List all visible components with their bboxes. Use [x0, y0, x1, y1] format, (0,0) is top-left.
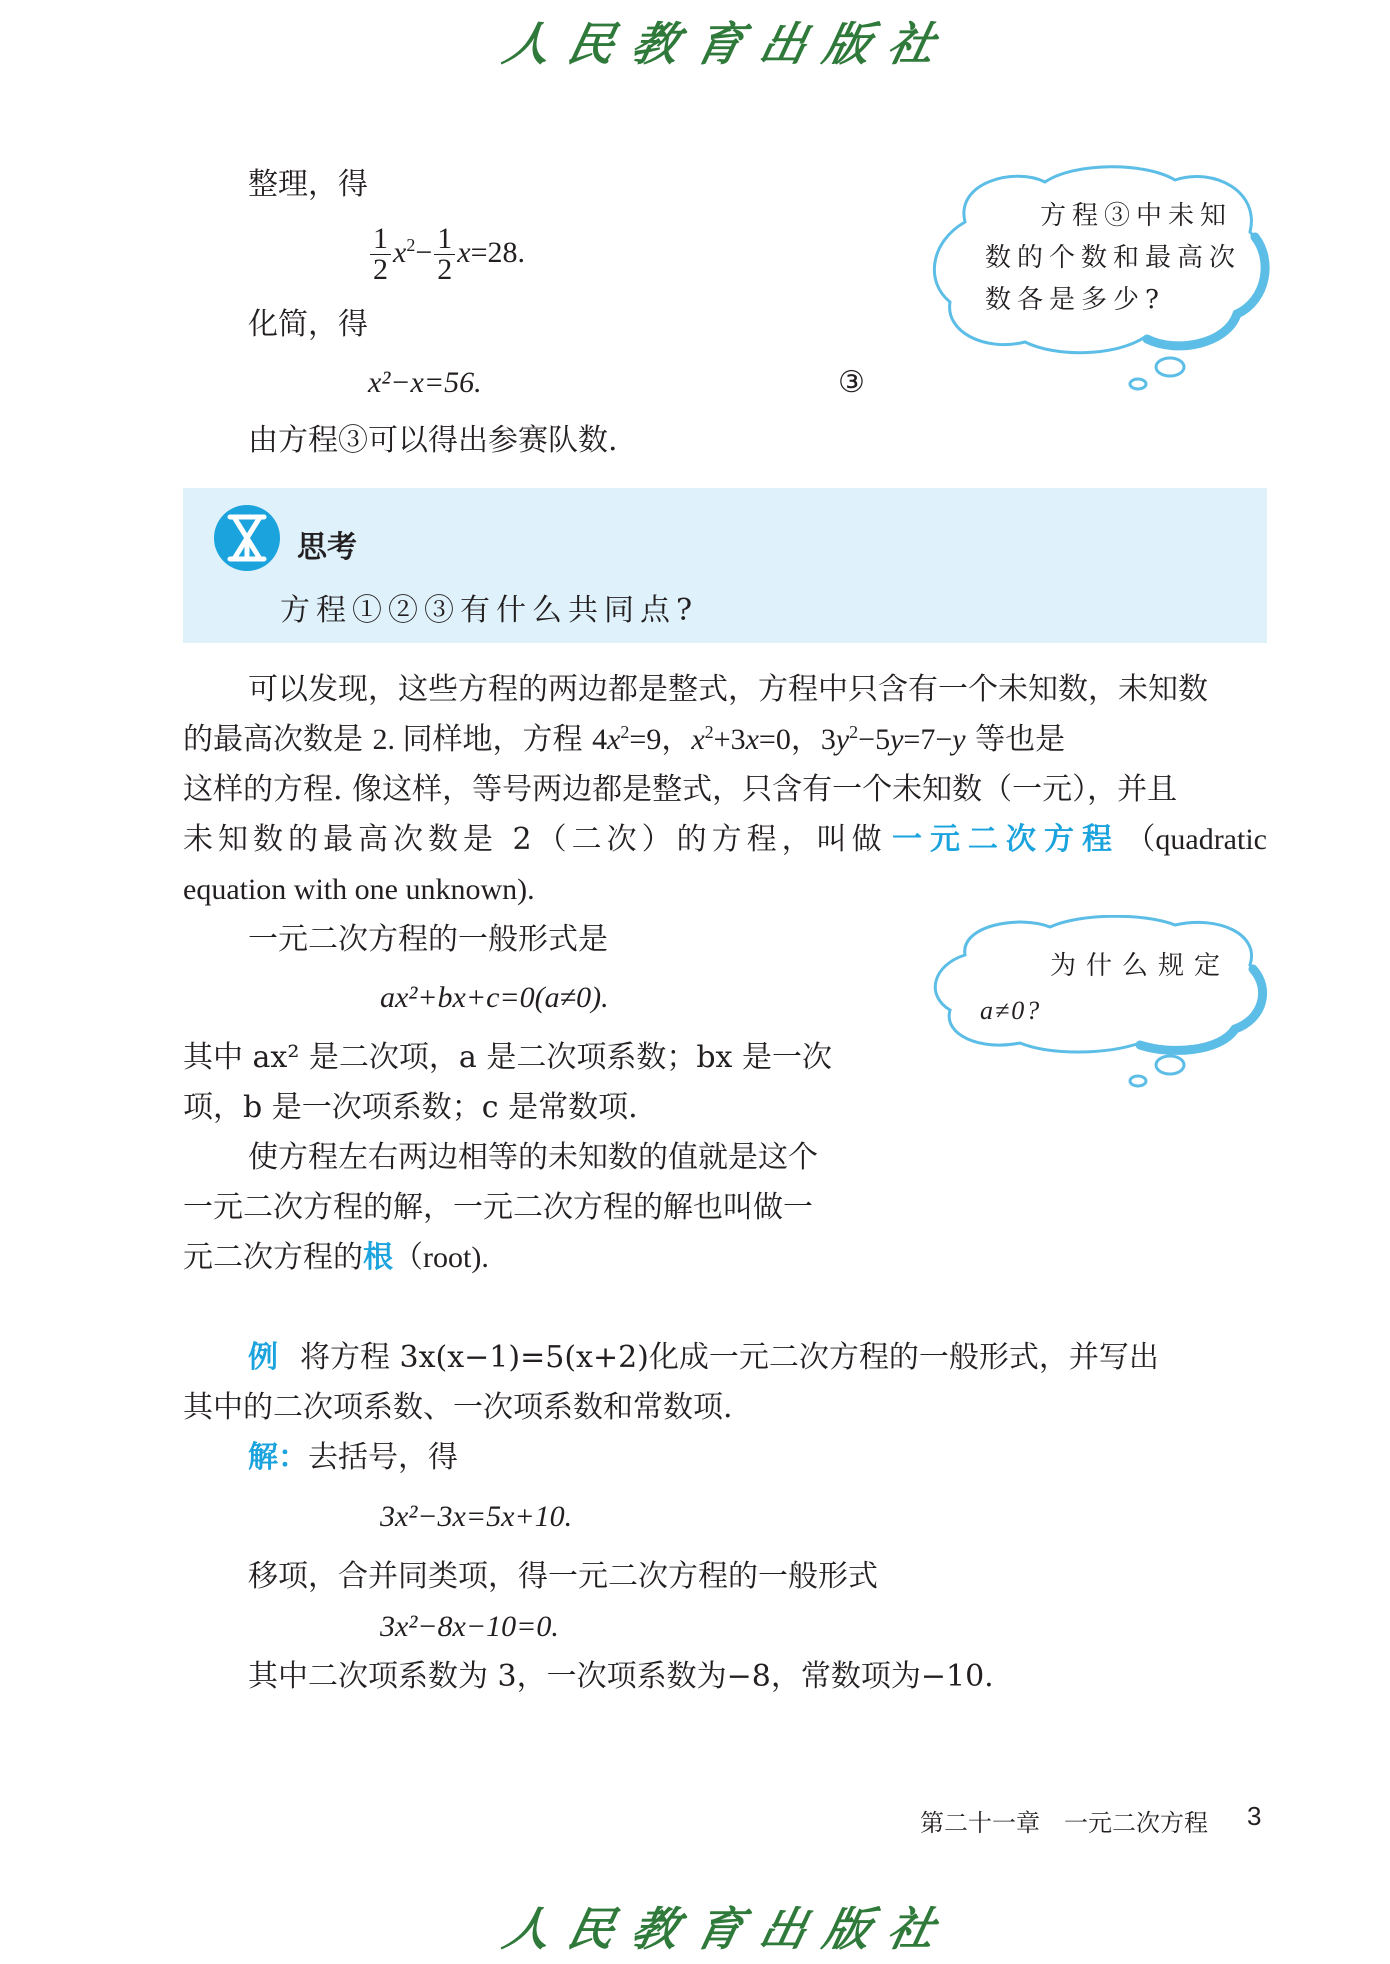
frac1-num: 1 — [370, 224, 391, 255]
solution-def-3-en: （root). — [393, 1241, 489, 1274]
definition-line4 — [183, 815, 1267, 865]
frac1-den: 2 — [373, 252, 388, 286]
cloud1-line1: 方程③中未知 — [1040, 201, 1233, 231]
example-line1 — [248, 1333, 1159, 1383]
general-form-intro: 一元二次方程的一般形式是 — [248, 922, 608, 957]
eq1-rhs: =28. — [470, 236, 525, 269]
example-solution-step1 — [248, 1433, 458, 1483]
solution-def-3 — [183, 1233, 489, 1283]
equation-3: x²−x=56. — [368, 366, 482, 399]
huajian-text: 化简，得 — [248, 307, 368, 342]
example-line2: 其中的二次项系数、一次项系数和常数项. — [183, 1390, 733, 1425]
hourglass-icon — [212, 503, 282, 573]
general-form-formula: ax²+bx+c=0(a≠0). — [380, 981, 609, 1014]
equation-fraction: $\frac{1}{2}$ $x^2-$ $\frac{1}{2}$ x=28. — [368, 218, 525, 288]
conclusion-text: 由方程③可以得出参赛队数. — [248, 423, 618, 458]
definition-line4-en: （quadratic — [1125, 823, 1267, 856]
think-question: 方程①②③有什么共同点? — [280, 593, 699, 628]
zhengli-text: 整理，得 — [248, 167, 368, 202]
example-equation-b: 3x²−8x−10=0. — [380, 1610, 559, 1643]
solution-def-1: 使方程左右两边相等的未知数的值就是这个 — [248, 1140, 818, 1175]
general-form-desc2: 项，b 是一次项系数；c 是常数项. — [183, 1090, 638, 1125]
definition-line4-a: 未知数的最高次数是 2（二次）的方程，叫做 — [183, 822, 887, 857]
footer-chapter: 第二十一章 一元二次方程 — [920, 1809, 1208, 1837]
solution-label: 解： — [248, 1440, 308, 1475]
term-root: 根 — [363, 1240, 393, 1275]
cloud1-line3: 数各是多少? — [985, 285, 1165, 315]
example-result: 其中二次项系数为 3，一次项系数为−8，常数项为−10. — [248, 1659, 994, 1694]
solution-step1-text: 去括号，得 — [308, 1440, 458, 1475]
frac2-den: 2 — [437, 252, 453, 286]
cloud2-line2: a≠0? — [980, 996, 1042, 1025]
example-solution-step2: 移项，合并同类项，得一元二次方程的一般形式 — [248, 1559, 878, 1594]
definition-line2: 的最高次数是 2. 同样地，方程 $4x^2=9$，$x^2+3x=0$，$3y^2-5y=7-y$ 等也是 — [183, 722, 1066, 757]
example-equation-a: 3x²−3x=5x+10. — [380, 1500, 573, 1533]
frac2-num: 1 — [434, 224, 455, 255]
definition-line1: 可以发现，这些方程的两边都是整式，方程中只含有一个未知数，未知数 — [248, 672, 1208, 707]
page-number: 3 — [1247, 1801, 1262, 1831]
cloud1-line2: 数的个数和最高次 — [985, 243, 1242, 273]
publisher-logo-top: 人民教育出版社 — [498, 17, 959, 71]
think-title: 思考 — [297, 530, 357, 565]
definition-line2-b: 2. 同样地，方程 — [372, 723, 583, 756]
general-form-desc1: 其中 ax² 是二次项，a 是二次项系数；bx 是一次 — [183, 1040, 832, 1075]
example-text-1: 将方程 3x(x−1)=5(x+2)化成一元二次方程的一般形式，并写出 — [300, 1340, 1159, 1375]
equation-3-label: ③ — [838, 366, 865, 399]
example-label: 例 — [248, 1340, 278, 1375]
solution-def-2: 一元二次方程的解，一元二次方程的解也叫做一 — [183, 1190, 813, 1225]
definition-line5: equation with one unknown). — [183, 873, 535, 906]
definition-line2-a: 的最高次数是 — [183, 722, 363, 757]
cloud2-line1: 为什么规定 — [1050, 951, 1231, 981]
definition-line3: 这样的方程. 像这样，等号两边都是整式，只含有一个未知数（一元），并且 — [183, 772, 1178, 807]
term-quadratic-equation: 一元二次方程 — [892, 822, 1120, 857]
solution-def-3-a: 元二次方程的 — [183, 1240, 363, 1275]
thought-cloud-2 — [925, 915, 1275, 1090]
publisher-logo-bottom: 人民教育出版社 — [498, 1902, 959, 1956]
